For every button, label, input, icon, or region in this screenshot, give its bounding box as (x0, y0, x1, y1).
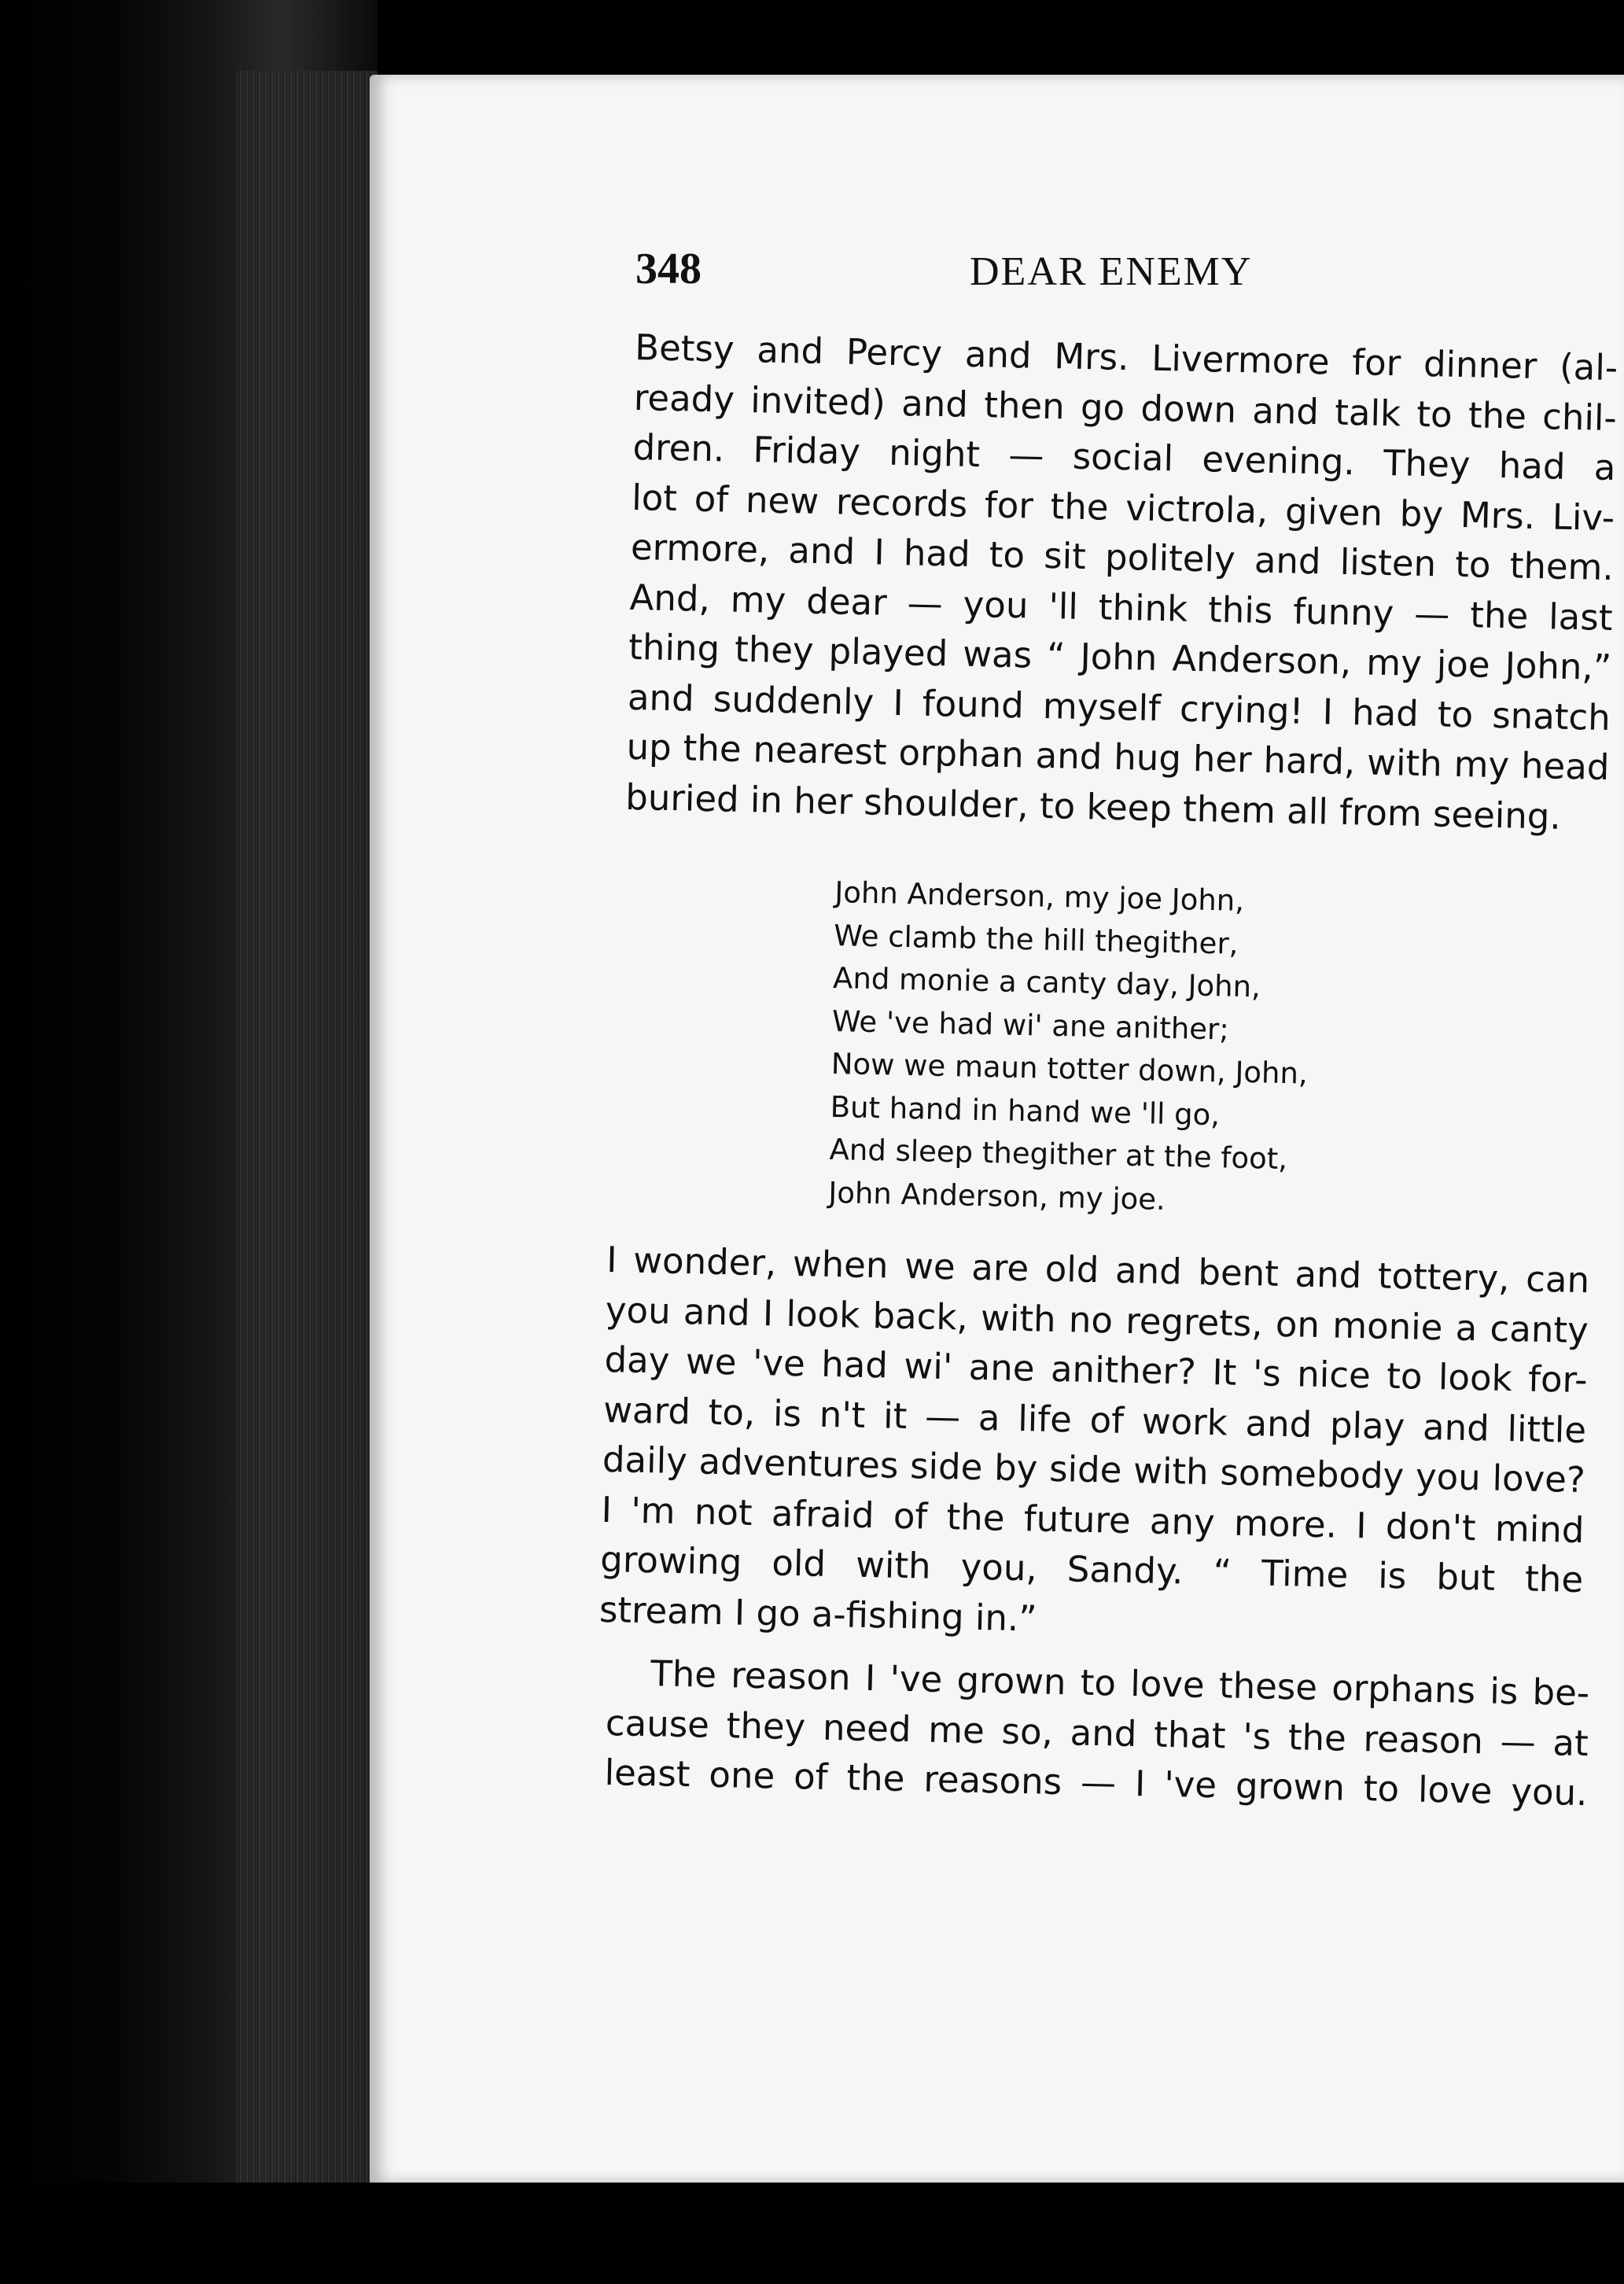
poem-line: And sleep thegither at the foot, (829, 1132, 1288, 1177)
text-line: thing they played was “ John Anderson, my joe John,” (628, 625, 1612, 689)
poem-line: But hand in hand we 'll go, (830, 1089, 1221, 1132)
text-line: growing old with you, Sandy. “ Time is but the (599, 1538, 1584, 1601)
text-line: And, my dear — you 'll think this funny — the last (629, 576, 1613, 639)
poem-line: We 've had wi' ane anither; (831, 1004, 1230, 1047)
paragraph-1 (625, 322, 1618, 842)
paragraph-2 (598, 1235, 1589, 1655)
text-line: Betsy and Percy and Mrs. Livermore for dinner (al- (634, 326, 1618, 389)
text-line: you and I look back, with no regrets, on monie a canty (605, 1288, 1589, 1351)
poem-line: John Anderson, my joe John, (834, 875, 1245, 918)
poem-line: We clamb the hill thegither, (833, 918, 1239, 961)
scan-bottom-border (0, 2183, 1624, 2284)
text-line: I wonder, when we are old and bent and tottery, can (606, 1238, 1590, 1302)
text-line: I 'm not afraid of the future any more. I don't mind (601, 1488, 1585, 1551)
text-line: cause they need me so, and that 's the reason — at (605, 1701, 1589, 1764)
text-line: stream I go a-fishing in.” (598, 1588, 1038, 1640)
page-number: 348 (635, 245, 702, 293)
text-line: dren. Friday night — social evening. They had a (632, 425, 1616, 489)
text-line: buried in her shoulder, to keep them all from seeing. (624, 775, 1562, 838)
poem-line: John Anderson, my joe. (828, 1175, 1166, 1217)
poem-line: And monie a canty day, John, (832, 960, 1261, 1004)
text-line: day we 've had wi' ane anither? It 's nice to look for- (604, 1338, 1588, 1402)
text-line: and suddenly I found myself crying! I had to snatch (627, 676, 1611, 739)
text-line: The reason I 've grown to love these orphans is be- (650, 1652, 1590, 1715)
text-line: daily adventures side by side with somebody you love? (602, 1438, 1586, 1501)
text-line: ermore, and I had to sit politely and listen to them. (630, 525, 1615, 589)
paragraph-3 (604, 1648, 1590, 1818)
text-line: ward to, is n't it — a life of work and play and little (602, 1388, 1587, 1451)
text-line: lot of new records for the victrola, given by Mrs. Liv- (631, 476, 1615, 539)
text-line: ready invited) and then go down and talk to the chil- (633, 376, 1618, 439)
page-header (635, 244, 1422, 299)
text-line: least one of the reasons — I 've grown to love you. (604, 1751, 1588, 1814)
running-title: DEAR ENEMY (970, 249, 1253, 294)
page-stack-edges (236, 71, 377, 2226)
poem-quote (828, 871, 1386, 1226)
poem-line: Now we maun totter down, John, (830, 1046, 1309, 1091)
text-line: up the nearest orphan and hug her hard, with my head (626, 725, 1610, 789)
